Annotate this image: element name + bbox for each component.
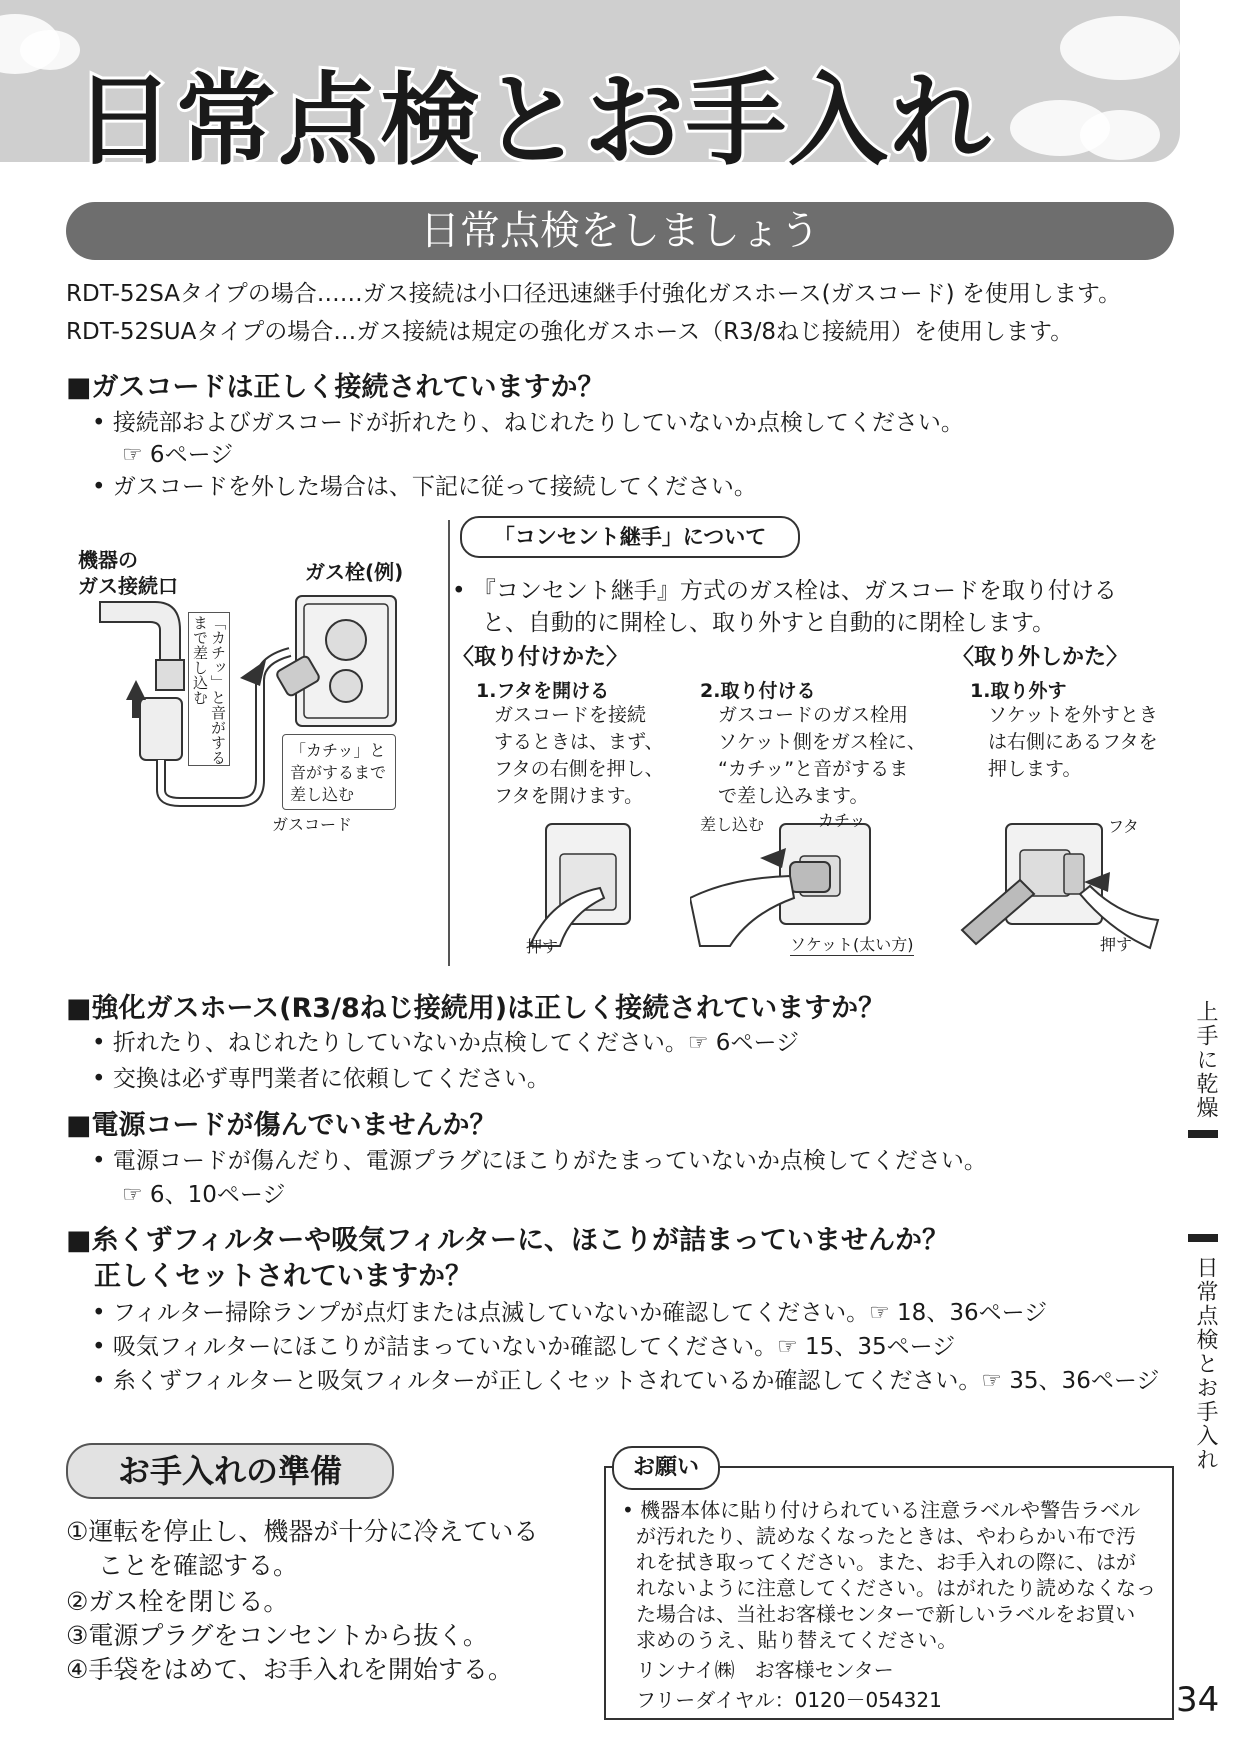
filter-heading-1: ■糸くずフィルターや吸気フィルターに、ほこりが詰まっていませんか？ <box>66 1225 950 1256</box>
notice-line: が汚れたり、読めなくなったときは、やわらかい布で汚 <box>636 1524 1136 1548</box>
page-number: 34 <box>1176 1680 1220 1720</box>
notice-line: れを拭き取ってください。また、お手入れの際に、はが <box>636 1550 1136 1574</box>
step3-line: ソケットを外すとき <box>988 704 1158 726</box>
gascord-heading: ■ガスコードは正しく接続されていますか？ <box>66 372 605 403</box>
notice-freedial: フリーダイヤル：0120－054321 <box>636 1688 942 1712</box>
side-tab-lower-marker <box>1188 1234 1218 1242</box>
section-heading: 日常点検をしましょう <box>66 202 1174 260</box>
attach-title: 〈取り付けかた〉 <box>452 645 629 670</box>
step2-line: ガスコードのガス栓用 <box>718 704 909 726</box>
valve-label: ガス栓(例) <box>305 560 404 584</box>
prep-step-1a: ①運転を停止し、機器が十分に冷えている <box>66 1517 539 1546</box>
prep-step-2: ②ガス栓を閉じる。 <box>66 1587 289 1616</box>
notice-line: た場合は、当社お客様センターで新しいラベルをお買い <box>636 1602 1136 1626</box>
notice-company: リンナイ㈱ お客様センター <box>636 1658 894 1682</box>
notice-line: れないように注意してください。はがれたり読めなくなっ <box>636 1576 1156 1600</box>
inlet-label-1: 機器の <box>78 548 138 572</box>
power-heading: ■電源コードが傷んでいませんか？ <box>66 1110 497 1141</box>
outlet-tag: 「コンセント継手」について <box>493 525 767 549</box>
notice-line: • 機器本体に貼り付けられている注意ラベルや警告ラベル <box>622 1498 1141 1522</box>
fig-lid-label: フタ <box>1108 817 1139 836</box>
hose-heading: ■強化ガスホース(R3/8ねじ接続用)は正しく接続されていますか？ <box>66 993 886 1024</box>
attach-illustration <box>690 818 880 948</box>
step3-line: 押します。 <box>988 758 1082 780</box>
hose-bullet-2: • 交換は必ず専門業者に依頼してください。 <box>92 1066 550 1092</box>
filter-bullet-3: • 糸くずフィルターと吸気フィルターが正しくセットされているか確認してください。☞ 35、36ページ <box>92 1368 1160 1394</box>
step1-title: 1.フタを開ける <box>476 680 610 702</box>
callout-line-3: 差し込む <box>290 785 355 804</box>
filter-bullet-2: • 吸気フィルターにほこりが詰まっていないか確認してください。☞ 15、35ページ <box>92 1334 956 1360</box>
step1-line: フタを開けます。 <box>494 785 644 807</box>
power-ref-1: ☞ 6、10ページ <box>122 1182 286 1208</box>
vertical-note-box <box>188 612 230 766</box>
column-divider <box>448 520 450 966</box>
notice-tag: お願い <box>612 1446 720 1490</box>
step3-line: は右側にあるフタを <box>988 731 1158 753</box>
prep-step-4: ④手袋をはめて、お手入れを開始する。 <box>66 1655 513 1684</box>
step1-line: するときは、まず、 <box>494 731 664 753</box>
fig-insert-label: 差し込む <box>700 815 765 834</box>
inlet-label-2: ガス接続口 <box>78 574 178 598</box>
prep-title: お手入れの準備 <box>66 1443 394 1499</box>
side-tab-upper[interactable]: 上手に乾燥 <box>1193 1000 1218 1120</box>
open-lid-illustration <box>520 818 640 948</box>
step2-line: “カチッ”と音がするま <box>718 758 909 780</box>
fig-socket-label: ソケット(太い方) <box>790 932 914 956</box>
side-tab-upper-marker <box>1188 1130 1218 1138</box>
fig-click-label: カチッ <box>818 811 866 830</box>
step3-title: 1.取り外す <box>970 680 1067 702</box>
gascord-ref-1: ☞ 6ページ <box>122 442 234 468</box>
callout-line-1: 「カチッ」と <box>290 741 386 760</box>
cord-label: ガスコード <box>272 815 353 834</box>
step2-line: ソケット側をガス栓に、 <box>718 731 926 753</box>
prep-step-3: ③電源プラグをコンセントから抜く。 <box>66 1621 488 1650</box>
step1-line: ガスコードを接続 <box>494 704 647 726</box>
notice-line: 求めのうえ、貼り替えてください。 <box>636 1628 958 1652</box>
fig-push-label: 押す <box>526 937 559 956</box>
filter-heading-2: 正しくセットされていますか？ <box>94 1261 472 1292</box>
page-title: 日常点検とお手入れ <box>74 62 992 179</box>
fig-push2-label: 押す <box>1100 935 1133 954</box>
intro-line-1: RDT-52SAタイプの場合……ガス接続は小口径迅速継手付強化ガスホース(ガスコード) を使用します。 <box>66 281 1122 307</box>
gascord-bullet-2: • ガスコードを外した場合は、下記に従って接続してください。 <box>92 474 757 500</box>
gascord-bullet-1: • 接続部およびガスコードが折れたり、ねじれたりしていないか点検してください。 <box>92 410 964 436</box>
outlet-desc-2: と、自動的に開栓し、取り外すと自動的に閉栓します。 <box>482 610 1056 636</box>
step2-title: 2.取り付ける <box>700 680 816 702</box>
step1-line: フタの右側を押し、 <box>494 758 664 780</box>
detach-illustration <box>960 820 1160 950</box>
vertical-note: 「カチッ」と音がするまで差し込む <box>191 615 227 765</box>
prep-step-1b: ことを確認する。 <box>98 1551 299 1580</box>
detach-title: 〈取り外しかた〉 <box>952 645 1129 670</box>
outlet-desc-1: • 『コンセント継手』方式のガス栓は、ガスコードを取り付ける <box>452 578 1117 604</box>
hose-bullet-1: • 折れたり、ねじれたりしていないか点検してください。☞ 6ページ <box>92 1030 799 1056</box>
intro-line-2: RDT-52SUAタイプの場合…ガス接続は規定の強化ガスホース（R3/8ねじ接続用）を使用します。 <box>66 319 1074 345</box>
callout-line-2: 音がするまで <box>290 763 387 782</box>
side-tab-lower[interactable]: 日常点検とお手入れ <box>1193 1256 1218 1472</box>
power-bullet-1: • 電源コードが傷んだり、電源プラグにほこりがたまっていないか点検してください。 <box>92 1148 987 1174</box>
step2-line: で差し込みます。 <box>718 785 869 807</box>
filter-bullet-1: • フィルター掃除ランプが点灯または点滅していないか確認してください。☞ 18、36ページ <box>92 1300 1048 1326</box>
